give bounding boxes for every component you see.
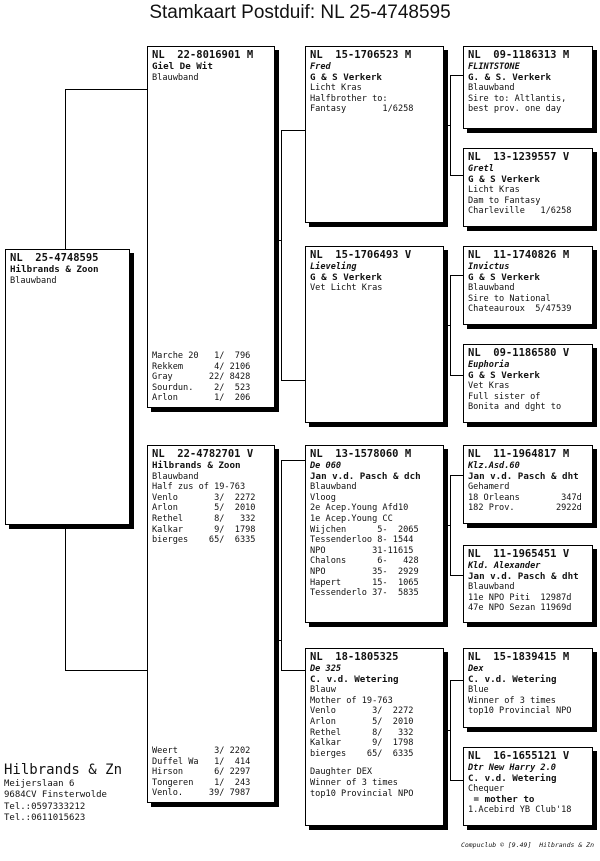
pigeon-name: Kld. Alexander — [468, 561, 541, 571]
breeder-name: Hilbrands & Zoon — [10, 264, 99, 275]
info-line: Blauwband — [152, 72, 199, 83]
info-line: 1e Acep.Young CC — [310, 513, 393, 524]
connector-line — [450, 175, 463, 176]
info-line: Venlo 3/ 2272 — [152, 492, 256, 503]
owner-line: Tel.:0611015623 — [4, 813, 86, 824]
info-line: Blue — [468, 685, 489, 696]
breeder-name: G & S Verkerk — [310, 271, 382, 283]
sire-card[interactable] — [147, 46, 275, 408]
breeder-name: Jan v.d. Pasch & dht — [468, 470, 579, 482]
info-line: Blauwband — [10, 275, 57, 286]
pigeon-name: Gretl — [468, 164, 494, 174]
result-line: Venlo. 39/ 7987 — [152, 788, 251, 799]
pigeon-name: FLINTSTONE — [468, 62, 520, 72]
connector-line — [450, 475, 463, 476]
breeder-name: = mother to — [468, 793, 535, 805]
connector-line — [65, 89, 66, 249]
info-line: Blauwband — [152, 471, 199, 482]
connector-line — [444, 730, 450, 731]
connector-line — [275, 640, 281, 641]
info-line: Chequer — [468, 784, 505, 795]
dam-sire-sire-card[interactable] — [463, 445, 593, 524]
info-line: Blauwband — [310, 482, 357, 493]
info-line: top10 Provincial NPO — [468, 706, 572, 717]
info-line: Wijchen 5- 2065 — [310, 524, 419, 535]
footer-credit: Compuclub © [9.49] Hilbrands & Zn — [460, 841, 594, 849]
info-line: Full sister of — [468, 391, 541, 402]
info-line: Blauw — [310, 685, 336, 696]
connector-line — [65, 670, 147, 671]
results-list — [152, 746, 270, 799]
results-list — [152, 351, 270, 404]
sire-dam-sire-card[interactable] — [463, 246, 593, 325]
info-line: Blauwband — [468, 83, 515, 94]
breeder-name: C. v.d. Wetering — [468, 673, 557, 685]
info-line: Sire to: Altlantis, — [468, 93, 567, 104]
owner-info — [4, 762, 122, 825]
dam-sire-dam-card[interactable] — [463, 545, 593, 623]
pigeon-name: Lieveling — [310, 262, 357, 272]
info-line: Winner of 3 times — [310, 777, 398, 788]
ring-number: NL 15-1839415 M — [468, 651, 570, 663]
info-line: bierges 65/ 6335 — [152, 535, 256, 546]
connector-line — [450, 475, 451, 575]
info-line: Blauwband — [468, 582, 515, 593]
owner-line: Tel.:0597333212 — [4, 801, 86, 812]
info-line: Half zus of 19-763 — [152, 482, 246, 493]
connector-line — [444, 325, 450, 326]
breeder-name: Jan v.d. Pasch & dch — [310, 470, 421, 482]
info-line: 18 Orleans 347d — [468, 492, 582, 503]
connector-line — [281, 130, 282, 380]
breeder-name: G & S Verkerk — [468, 369, 540, 381]
info-line: Fantasy 1/6258 — [310, 104, 414, 115]
info-line: 11e NPO Piti 12987d — [468, 592, 572, 603]
connector-line — [450, 375, 463, 376]
sire-sire-dam-card[interactable] — [463, 148, 593, 227]
info-line: NPO 35- 2929 — [310, 566, 419, 577]
ring-number: NL 16-1655121 V — [468, 750, 570, 762]
ring-number: NL 22-8016901 M — [152, 49, 254, 61]
breeder-name: G & S Verkerk — [310, 71, 382, 83]
info-line: 47e NPO Sezan 11969d — [468, 603, 572, 614]
info-line: Charleville 1/6258 — [468, 206, 572, 217]
connector-line — [444, 525, 450, 526]
info-line: Mother of 19-763 — [310, 695, 393, 706]
breeder-name: G & S Verkerk — [468, 271, 540, 283]
info-line: Gehamerd — [468, 482, 510, 493]
breeder-name: G & S Verkerk — [468, 173, 540, 185]
dam-dam-card[interactable] — [305, 648, 444, 826]
ring-number: NL 15-1706493 V — [310, 249, 412, 261]
owner-name: Hilbrands & Zn — [4, 762, 123, 778]
info-line: Vet Kras — [468, 381, 510, 392]
info-line: Blauwband — [468, 283, 515, 294]
ring-number: NL 22-4782701 V — [152, 448, 254, 460]
info-line: Rethel 8/ 332 — [152, 513, 256, 524]
ring-number: NL 11-1964817 M — [468, 448, 570, 460]
result-line: Marche 20 1/ 796 — [152, 351, 251, 362]
info-line: Sire to National — [468, 293, 551, 304]
info-line: Tessenderlo 37- 5835 — [310, 588, 419, 599]
breeder-name: Hilbrands & Zoon — [152, 460, 241, 471]
dam-sire-card[interactable] — [305, 445, 444, 623]
info-line: Tessenderloo 8- 1544 — [310, 535, 414, 546]
owner-line: Meijerslaan 6 — [4, 779, 75, 789]
ring-number: NL 25-4748595 — [10, 252, 99, 264]
info-line: Daughter DEX — [310, 767, 373, 778]
connector-line — [450, 75, 463, 76]
info-line: Licht Kras — [310, 83, 362, 94]
connector-line — [281, 460, 305, 461]
info-line: best prov. one day — [468, 104, 562, 115]
result-line: Sourdun. 2/ 523 — [152, 382, 251, 393]
sire-dam-dam-card[interactable] — [463, 344, 593, 423]
result-line: Arlon 1/ 206 — [152, 393, 251, 404]
info-line: Vet Licht Kras — [310, 283, 383, 294]
info-line: Chalons 6- 428 — [310, 556, 419, 567]
info-line: Kalkar 9/ 1798 — [310, 738, 414, 749]
ring-number: NL 13-1578060 M — [310, 448, 412, 460]
dam-dam-sire-card[interactable] — [463, 648, 593, 728]
info-line: Dam to Fantasy — [468, 195, 541, 206]
connector-line — [281, 130, 305, 131]
result-line: Gray 22/ 8428 — [152, 372, 251, 383]
info-line: 2e Acep.Young Afd10 — [310, 503, 409, 514]
info-line: Venlo 3/ 2272 — [310, 706, 414, 717]
info-line: Arlon 5/ 2010 — [310, 716, 414, 727]
ring-number: NL 13-1239557 V — [468, 151, 570, 163]
pigeon-name: Invictus — [468, 262, 510, 272]
info-line: Halfbrother to: — [310, 93, 388, 104]
info-line: Kalkar 9/ 1798 — [152, 524, 256, 535]
info-line: Chateauroux 5/47539 — [468, 304, 572, 315]
pigeon-name: Dtr New Harry 2.0 — [468, 763, 556, 773]
info-line: Bonita and dght to — [468, 402, 562, 413]
breeder-name: G. & S. Verkerk — [468, 71, 551, 83]
pigeon-name: De 325 — [310, 664, 342, 674]
connector-line — [65, 89, 147, 90]
breeder-name: C. v.d. Wetering — [310, 673, 399, 685]
result-line: Tongeren 1/ 243 — [152, 777, 251, 788]
connector-line — [450, 680, 463, 681]
info-line: bierges 65/ 6335 — [310, 748, 414, 759]
info-line: 1.Acebird YB Club'18 — [468, 805, 572, 816]
breeder-name: Giel De Wit — [152, 61, 213, 72]
sire-sire-sire-card[interactable] — [463, 46, 593, 129]
connector-line — [444, 125, 450, 126]
owner-line: 9684CV Finsterwolde — [4, 790, 107, 801]
result-line: Weert 3/ 2202 — [152, 746, 251, 757]
pigeon-name: Klz.Asd.60 — [468, 461, 520, 471]
connector-line — [450, 275, 463, 276]
connector-line — [281, 460, 282, 670]
connector-line — [450, 780, 463, 781]
connector-line — [281, 380, 305, 381]
pigeon-name: Dex — [468, 664, 484, 674]
connector-line — [281, 670, 305, 671]
info-line: Hapert 15- 1065 — [310, 577, 419, 588]
result-line: Rekkem 4/ 2106 — [152, 361, 251, 372]
connector-line — [450, 275, 451, 375]
dam-card[interactable] — [147, 445, 275, 803]
info-line: Rethel 8/ 332 — [310, 727, 414, 738]
breeder-name: Jan v.d. Pasch & dht — [468, 570, 579, 582]
sire-dam-card[interactable] — [305, 246, 444, 423]
info-line: NPO 31-11615 — [310, 545, 414, 556]
spacer — [310, 759, 439, 767]
ring-number: NL 11-1965451 V — [468, 548, 570, 560]
dam-dam-dam-card[interactable] — [463, 747, 593, 826]
pigeon-name: Euphoria — [468, 360, 510, 370]
pigeon-name: De 060 — [310, 461, 342, 471]
ring-number: NL 18-1805325 — [310, 651, 399, 663]
ring-number: NL 15-1706523 M — [310, 49, 412, 61]
ring-number: NL 11-1740826 M — [468, 249, 570, 261]
result-line: Hirson 6/ 2297 — [152, 767, 251, 778]
connector-line — [450, 575, 463, 576]
info-line: top10 Provincial NPO — [310, 788, 414, 799]
ring-number: NL 09-1186580 V — [468, 347, 570, 359]
pigeon-name: Fred — [310, 62, 331, 72]
info-line: Licht Kras — [468, 185, 520, 196]
result-line: Duffel Wa 1/ 414 — [152, 756, 251, 767]
ring-number: NL 09-1186313 M — [468, 49, 570, 61]
connector-line — [65, 525, 66, 670]
breeder-name: C. v.d. Wetering — [468, 772, 557, 784]
info-line: Winner of 3 times — [468, 695, 556, 706]
connector-line — [275, 240, 281, 241]
page-title: Stamkaart Postduif: NL 25-4748595 — [149, 2, 451, 23]
connector-line — [450, 680, 451, 780]
connector-line — [450, 75, 451, 175]
info-line: Arlon 5/ 2010 — [152, 503, 256, 514]
subject-card[interactable] — [5, 249, 130, 525]
sire-sire-card[interactable] — [305, 46, 444, 223]
info-line: 182 Prov. 2922d — [468, 503, 582, 514]
info-line: Vloog — [310, 492, 336, 503]
